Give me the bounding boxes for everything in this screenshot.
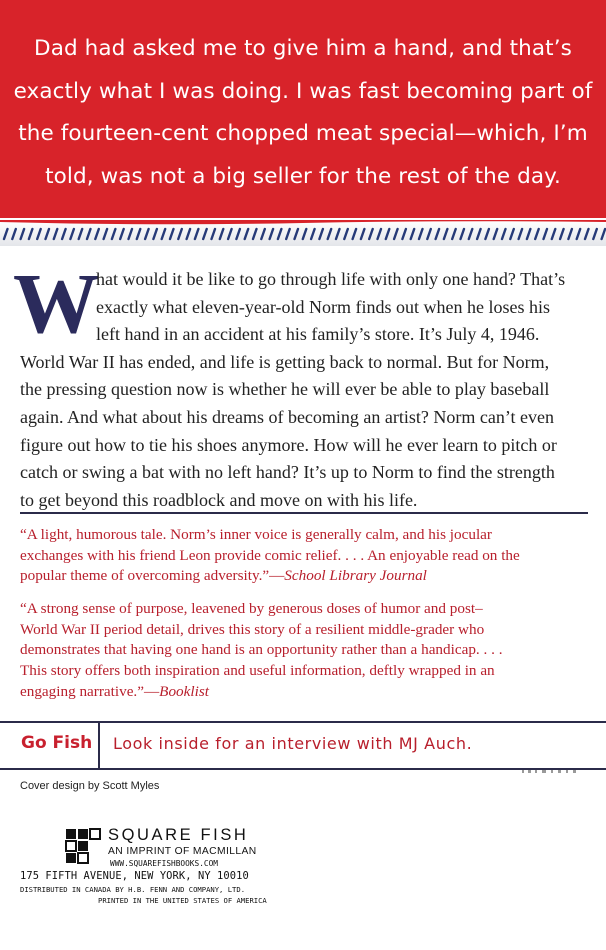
barcode-edge-icon [520,770,590,776]
section-divider [20,512,588,514]
publisher-imprint: AN IMPRINT OF MACMILLAN [108,846,257,857]
publisher-name: SQUARE FISH [108,826,249,844]
review-line: popular theme of overcoming adversity.”— [20,567,285,585]
excerpt-line: exactly what I was doing. I was fast becoming part of [13,78,593,104]
review-line: World War II period detail, drives this story of a resilient middle-grader who [20,620,485,638]
description-line: exactly what eleven-year-old Norm finds out when he loses his [96,296,551,317]
publisher-address: 175 FIFTH AVENUE, NEW YORK, NY 10010 [20,870,249,882]
review-line: exchanges with his friend Leon provide comic relief. . . . An enjoyable read on the [20,546,520,564]
excerpt-line: told, was not a big seller for the rest of the day. [45,163,561,189]
description-line: again. And what about his dreams of becoming an artist? Norm can’t even [20,406,555,427]
go-fish-text: Look inside for an interview with MJ Auch. [113,734,473,753]
review-booklist [20,599,586,703]
cover-credit: Cover design by Scott Myles [20,780,160,792]
excerpt-line: Dad had asked me to give him a hand, and that’s [34,36,572,61]
review-line: This story offers both inspiration and useful information, deftly wrapped in an [20,662,495,680]
review-school-library-journal [20,525,586,587]
go-fish-box [0,721,606,769]
go-fish-label: Go Fish [21,733,93,753]
excerpt-quote [0,28,606,198]
review-line: “A strong sense of purpose, leavened by generous doses of humor and post– [20,600,483,617]
publisher-website: WWW.SQUAREFISHBOOKS.COM [110,859,218,868]
description-line: left hand in an accident at his family’s store. It’s July 4, 1946. [96,324,540,345]
printed-note: PRINTED IN THE UNITED STATES OF AMERICA [98,896,267,905]
excerpt-line: the fourteen-cent chopped meat special—which, I’m [18,121,588,146]
square-fish-logo-icon [66,829,100,863]
description-line: World War II has ended, and life is getting back to normal. But for Norm, [20,351,550,372]
review-line: engaging narrative.”— [20,682,160,700]
drop-cap-letter: W [13,255,99,351]
baseball-stitch-border [0,220,606,246]
review-source: Booklist [159,682,209,700]
review-line: demonstrates that having one hand is an opportunity rather than a handicap. . . . [20,641,503,659]
review-line: “A light, humorous tale. Norm’s inner voice is generally calm, and his jocular [20,526,492,543]
description-line: the pressing question now is whether he will ever be able to play baseball [20,379,550,400]
review-source: School Library Journal [284,567,427,585]
excerpt-banner [0,0,606,218]
book-description [20,266,588,514]
distribution-note: DISTRIBUTED IN CANADA BY H.B. FENN AND COMPANY, LTD. [20,885,246,894]
description-line: catch or swing a bat with no left hand? It’s up to Norm to find the strength [20,462,555,483]
description-line: figure out how to tie his shoes anymore. How will he ever learn to pitch or [20,434,557,455]
description-line: to get beyond this roadblock and move on with his life. [20,489,418,510]
description-line: hat would it be like to go through life with only one hand? That’s [96,269,566,289]
